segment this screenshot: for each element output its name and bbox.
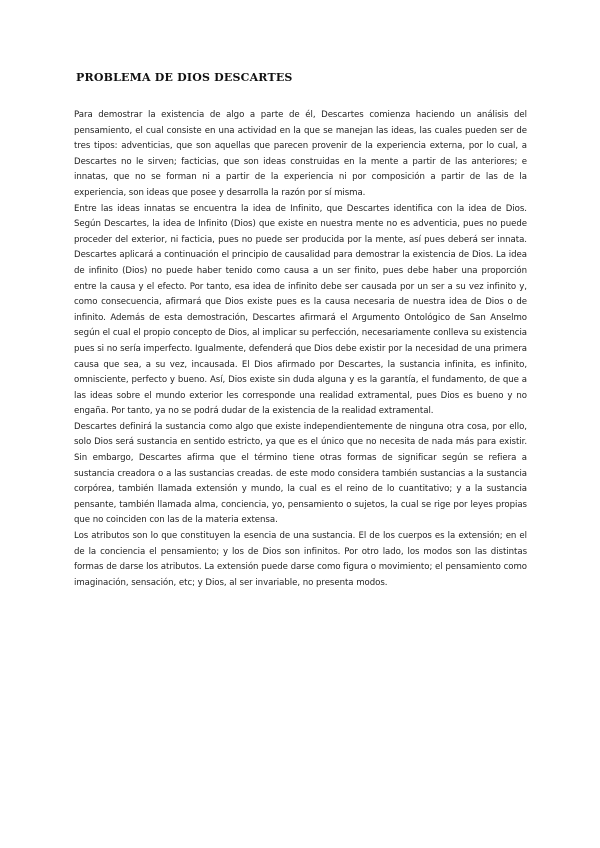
document-body: [74, 108, 527, 591]
paragraph-substance-definition: Descartes definirá la sustancia como algo que existe independientemente de ninguna otra cosa, por ello, solo Dios será sustancia en sentido estricto, ya que es el único que no necesita de nada más para existir. Sin embargo, Descartes afirma que el término tiene otras formas de significar según se refiera a sustancia creadora o a las sustancias creadas. de este modo considera también sustancias a la sustancia corpórea, también llamada extensión y mundo, la cual es el reino de lo cuantitativo; y a la sustancia pensante, también llamada alma, conciencia, yo, pensamiento o sujetos, la cual se rige por leyes propias que no coinciden con las de la materia extensa.: [74, 421, 527, 526]
paragraph-attributes-and-modes: Los atributos son lo que constituyen la esencia de una sustancia. El de los cuerpos es la extensión; en el de la conciencia el pensamiento; y los de Dios son infinitos. Por otro lado, los modos son las distintas formas de darse los atributos. La extensión puede darse como figura o movimiento; el pensamiento como imaginación, sensación, etc; y Dios, al ser invariable, no presenta modos.: [74, 531, 527, 588]
document-title: PROBLEMA DE DIOS DESCARTES: [76, 71, 293, 84]
paragraph-thought-analysis: Para demostrar la existencia de algo a parte de él, Descartes comienza haciendo un análisis del pensamiento, el cual consiste en una actividad en la que se manejan las ideas, las cuales pueden ser de tres tipos: adventicias, que son aquellas que parecen provenir de la experiencia externa, por lo cual, a Descartes no le sirven; facticias, que son ideas construidas en la mente a partir de las anteriores; e innatas, que no se forman ni a partir de la experiencia ni por composición a partir de las de la experiencia, son ideas que posee y desarrolla la razón por sí misma.: [74, 110, 527, 198]
paragraph-idea-of-infinity: Entre las ideas innatas se encuentra la idea de Infinito, que Descartes identifica con la idea de Dios. Según Descartes, la idea de Infinito (Dios) que existe en nuestra mente no es adventicia, pues no puede proceder del exterior, ni facticia, pues no puede ser producida por la mente, así pues deberá ser innata. Descartes aplicará a continuación el principio de causalidad para demostrar la existencia de Dios. La idea de infinito (Dios) no puede haber tenido como causa a un ser finito, pues debe haber una proporción entre la causa y el efecto. Por tanto, esa idea de infinito debe ser causada por un ser a su vez infinito y, como consecuencia, afirmará que Dios existe pues es la causa necesaria de nuestra idea de Dios o de infinito. Además de esta demostración, Descartes afirmará el Argumento Ontológico de San Anselmo según el cual el propio concepto de Dios, al implicar su perfección, necesariamente conlleva su existencia pues si no sería imperfecto. Igualmente, defenderá que Dios debe existir por la necesidad de una primera causa que sea, a su vez, incausada. El Dios afirmado por Descartes, la sustancia infinita, es infinito, omnisciente, perfecto y bueno. Así, Dios existe sin duda alguna y es la garantía, el fundamento, de que a las ideas sobre el mundo exterior les corresponde una realidad extramental, pues Dios es bueno y no engaña. Por tanto, ya no se podrá dudar de la existencia de la realidad extramental.: [74, 203, 527, 417]
